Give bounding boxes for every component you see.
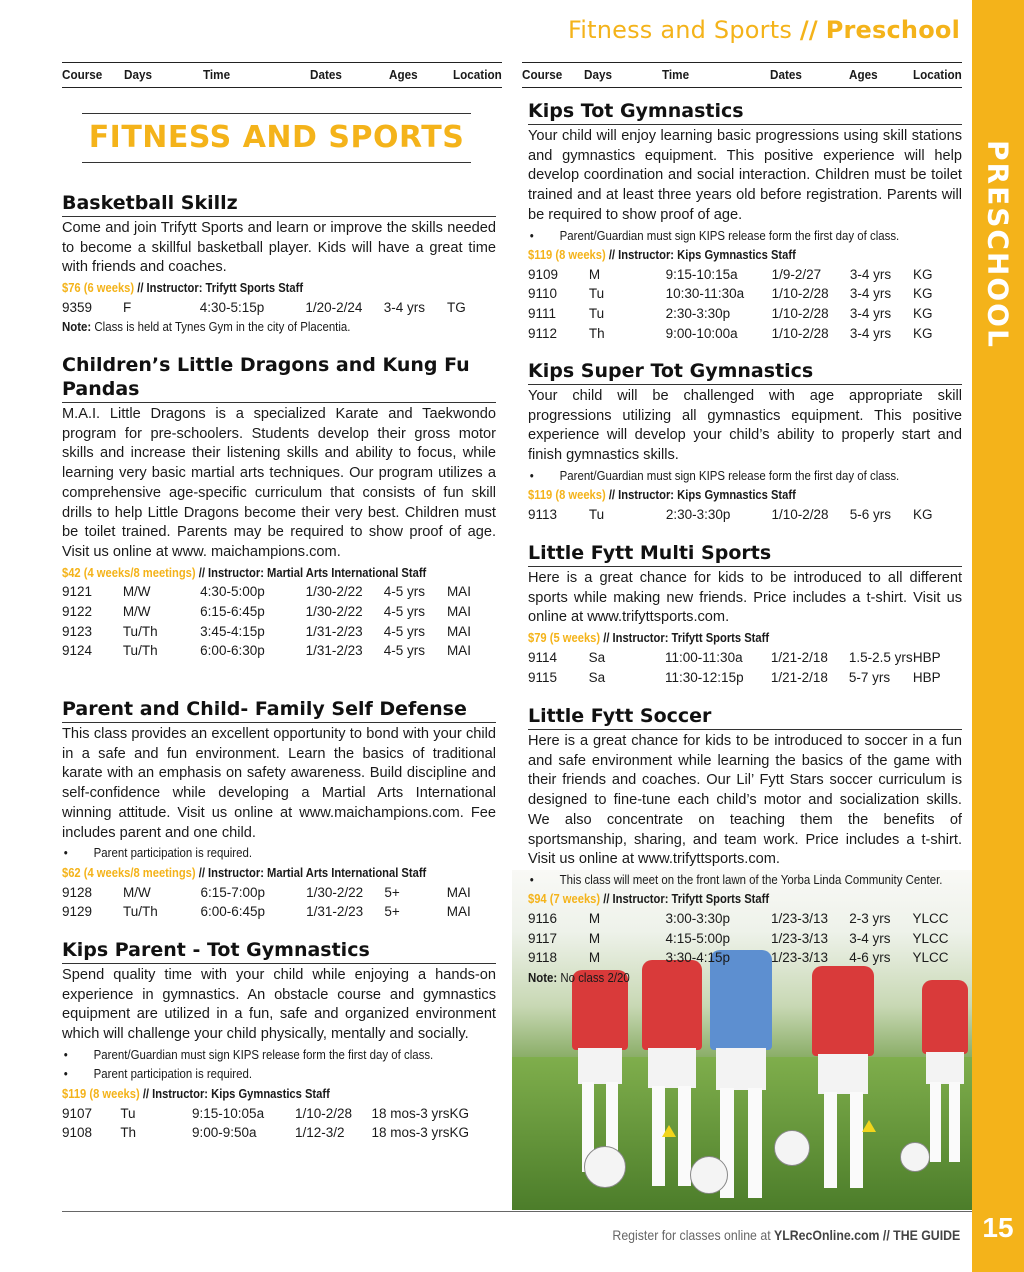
bullet-item: • Parent/Guardian must sign KIPS release form the first day of class. bbox=[62, 1045, 525, 1065]
bullet-item: • This class will meet on the front lawn of the Yorba Linda Community Center. bbox=[528, 870, 991, 890]
table-cell: MAI bbox=[446, 904, 471, 920]
table-cell: 9128 bbox=[62, 884, 93, 900]
table-cell: 1/31-2/23 bbox=[305, 623, 363, 639]
table-cell: MAI bbox=[446, 584, 471, 600]
course-description: Your child will enjoy learning basic progressions using skill stations and gymnastics equipment. This positive experience will help develop coordination and social interaction. Children must be toilet trained and at least three years old before registration. Parents will be required to show proof of age. bbox=[528, 128, 962, 223]
table-cell: 5-6 yrs bbox=[849, 507, 891, 523]
section-table bbox=[528, 909, 962, 968]
footer-text: Register for classes online at bbox=[612, 1227, 774, 1243]
course-title: Little Fytt Soccer bbox=[528, 704, 962, 730]
table-row bbox=[528, 505, 962, 525]
table-cell: M bbox=[588, 266, 601, 282]
header-separator: // bbox=[799, 16, 818, 44]
footer-rule bbox=[62, 1211, 972, 1212]
table-cell: 1/10-2/28 bbox=[771, 507, 829, 523]
table-row bbox=[528, 929, 962, 949]
table-cell: KG bbox=[449, 1125, 469, 1141]
course-fee bbox=[62, 563, 435, 583]
table-row bbox=[62, 882, 496, 902]
course-basketball-skillz bbox=[62, 191, 496, 337]
course-title: Kips Super Tot Gymnastics bbox=[528, 359, 962, 385]
table-cell: 3:00-3:30p bbox=[665, 911, 731, 927]
column-header-right bbox=[522, 62, 962, 88]
fee-price: $62 (4 weeks/8 meetings) bbox=[62, 864, 196, 880]
col-time: Time bbox=[662, 67, 690, 82]
footer-site-link[interactable]: YLRecOnline.com bbox=[773, 1227, 880, 1243]
bullet-item: • Parent participation is required. bbox=[62, 1064, 525, 1084]
table-cell: YLCC bbox=[912, 930, 949, 946]
table-cell: KG bbox=[913, 266, 933, 282]
fee-price: $119 (8 weeks) bbox=[528, 487, 606, 503]
table-cell: 3-4 yrs bbox=[383, 299, 425, 315]
table-cell: 4-6 yrs bbox=[849, 950, 891, 966]
table-cell: 9:00-9:50a bbox=[192, 1125, 257, 1141]
course-title: Parent and Child- Family Self Defense bbox=[62, 697, 496, 723]
table-cell: M bbox=[588, 950, 601, 966]
table-cell: 3:45-4:15p bbox=[200, 623, 265, 639]
table-cell: 5+ bbox=[384, 904, 400, 920]
table-cell: 9121 bbox=[62, 584, 93, 600]
table-row bbox=[528, 667, 962, 687]
course-bullets bbox=[528, 870, 962, 890]
table-cell: 9129 bbox=[62, 904, 93, 920]
table-cell: 9109 bbox=[528, 266, 559, 282]
table-cell: 18 mos-3 yrs bbox=[371, 1125, 450, 1141]
course-little-fytt-soccer bbox=[528, 704, 962, 987]
sidebar-label: PRESCHOOL bbox=[981, 140, 1015, 349]
fee-instructor: // Instructor: Kips Gymnastics Staff bbox=[139, 1085, 330, 1101]
course-bullets bbox=[62, 843, 496, 863]
table-row bbox=[528, 648, 962, 668]
table-cell: KG bbox=[913, 325, 933, 341]
table-cell: Tu bbox=[120, 1105, 136, 1121]
col-ages: Ages bbox=[849, 67, 878, 82]
fee-instructor: // Instructor: Kips Gymnastics Staff bbox=[605, 247, 796, 263]
course-note bbox=[528, 968, 910, 988]
table-cell: 4-5 yrs bbox=[383, 604, 426, 620]
table-cell: 9112 bbox=[528, 325, 558, 341]
table-cell: 1/12-3/2 bbox=[294, 1125, 345, 1141]
table-cell: 2:30-3:30p bbox=[665, 306, 731, 321]
table-cell: M bbox=[588, 930, 601, 946]
table-cell: 3-4 yrs bbox=[849, 266, 892, 282]
table-cell: 11:00-11:30a bbox=[665, 649, 743, 665]
table-cell: 5-7 yrs bbox=[848, 669, 891, 685]
table-row bbox=[62, 1103, 496, 1123]
table-cell: TG bbox=[446, 299, 466, 315]
table-cell: KG bbox=[449, 1105, 469, 1121]
footer bbox=[612, 1227, 960, 1243]
section-table bbox=[528, 265, 962, 343]
fee-price: $119 (8 weeks) bbox=[62, 1085, 140, 1101]
table-cell: MAI bbox=[446, 604, 471, 620]
note-text: No class 2/20 bbox=[557, 969, 630, 985]
table-row bbox=[62, 621, 496, 641]
col-dates: Dates bbox=[770, 67, 802, 82]
training-cone bbox=[662, 1125, 676, 1137]
col-location: Location bbox=[913, 67, 962, 82]
table-row bbox=[62, 582, 496, 602]
table-cell: 3-4 yrs bbox=[849, 306, 892, 321]
table-cell: 18 mos-3 yrs bbox=[371, 1105, 450, 1121]
col-time: Time bbox=[203, 67, 231, 82]
course-bullets bbox=[62, 1045, 496, 1084]
table-cell: 6:15-7:00p bbox=[200, 884, 266, 900]
table-cell: 9111 bbox=[528, 306, 557, 321]
table-cell: HBP bbox=[912, 649, 941, 665]
table-row bbox=[528, 265, 962, 285]
fee-price: $76 (6 weeks) bbox=[62, 280, 135, 296]
table-cell: M/W bbox=[122, 884, 151, 900]
table-cell: 9110 bbox=[528, 286, 558, 302]
course-description: Here is a great chance for kids to be introduced to soccer in a fun and safe environment while learning the basics of the game with their friends and coaches. Our Lil’ Fytt Stars soccer curriculum is designed to fine-tune each child’s motor and socialization skills. We also concentrate on teaching them the benefits of sportsmanship, sharing, and team work. Price includes a t-shirt. Visit us online at www.trifyttsports.com. bbox=[528, 733, 962, 868]
col-days: Days bbox=[124, 67, 152, 82]
course-fee bbox=[62, 863, 435, 883]
table-cell: 1/30-2/22 bbox=[305, 584, 363, 600]
section-table bbox=[62, 298, 496, 318]
section-banner: FITNESS AND SPORTS bbox=[82, 113, 471, 163]
table-cell: 9113 bbox=[528, 507, 558, 523]
page-header bbox=[568, 16, 960, 44]
col-dates: Dates bbox=[310, 67, 342, 82]
fee-instructor: // Instructor: Trifytt Sports Staff bbox=[134, 280, 304, 296]
col-ages: Ages bbox=[389, 67, 418, 82]
table-cell: 1/23-3/13 bbox=[771, 930, 829, 946]
table-cell: MAI bbox=[446, 643, 471, 659]
bullet-item: • Parent/Guardian must sign KIPS release form the first day of class. bbox=[528, 226, 991, 246]
course-fee bbox=[528, 628, 901, 648]
fee-instructor: // Instructor: Trifytt Sports Staff bbox=[600, 891, 770, 907]
fee-price: $94 (7 weeks) bbox=[528, 891, 601, 907]
col-location: Location bbox=[453, 67, 502, 82]
table-row bbox=[62, 298, 496, 318]
table-cell: 1/31-2/23 bbox=[306, 904, 364, 920]
table-cell: 9:00-10:00a bbox=[665, 325, 738, 341]
table-cell: 4:30-5:15p bbox=[199, 299, 265, 315]
table-cell: 11:30-12:15p bbox=[665, 669, 744, 685]
table-cell: 9107 bbox=[62, 1105, 93, 1121]
table-cell: Tu/Th bbox=[122, 643, 158, 659]
course-description: Here is a great chance for kids to be introduced to all different sports while making new friends. Price includes a t-shirt. Visit us online at www.trifyttsports.com. bbox=[528, 570, 962, 626]
note-label: Note: bbox=[528, 969, 558, 985]
table-cell: YLCC bbox=[912, 950, 949, 966]
course-little-fytt-multi bbox=[528, 541, 962, 687]
table-cell: 9115 bbox=[528, 669, 558, 685]
table-cell: 4-5 yrs bbox=[383, 584, 426, 600]
course-kips-tot bbox=[528, 99, 962, 343]
table-cell: M bbox=[588, 911, 601, 927]
section-table bbox=[62, 882, 496, 921]
course-description: Spend quality time with your child while enjoying a hands-on experience in gymnastics. An obstacle course and gymnastics equipment are utilized in a fun, safe and organized environment which will challenge your child physically, mentally and socially. bbox=[62, 967, 496, 1043]
col-course: Course bbox=[522, 67, 563, 82]
note-label: Note: bbox=[62, 319, 92, 335]
col-course: Course bbox=[62, 67, 103, 82]
fee-price: $119 (8 weeks) bbox=[528, 247, 606, 263]
table-cell: Sa bbox=[588, 649, 606, 665]
course-family-self-defense bbox=[62, 697, 496, 921]
table-cell: Tu/Th bbox=[122, 623, 158, 639]
table-row bbox=[528, 304, 962, 324]
course-fee bbox=[62, 1084, 435, 1104]
footer-sep: // bbox=[879, 1227, 893, 1243]
course-title: Children’s Little Dragons and Kung Fu Pandas bbox=[62, 353, 496, 403]
table-cell: 9359 bbox=[62, 299, 93, 315]
col-days: Days bbox=[584, 67, 612, 82]
course-title: Kips Parent - Tot Gymnastics bbox=[62, 938, 496, 964]
table-cell: 4-5 yrs bbox=[383, 643, 426, 659]
course-fee bbox=[528, 245, 901, 265]
header-title: Fitness and Sports bbox=[567, 16, 793, 44]
table-cell: 2-3 yrs bbox=[849, 911, 891, 927]
table-cell: 6:00-6:45p bbox=[200, 904, 266, 920]
table-cell: 1/20-2/24 bbox=[305, 299, 363, 315]
table-cell: 1.5-2.5 yrs bbox=[848, 649, 913, 665]
footer-guide: THE GUIDE bbox=[892, 1227, 960, 1243]
table-cell: 4:30-5:00p bbox=[200, 584, 265, 600]
table-cell: Th bbox=[120, 1125, 137, 1141]
table-cell: Sa bbox=[588, 669, 606, 685]
course-little-dragons bbox=[62, 353, 496, 661]
table-cell: 10:30-11:30a bbox=[665, 286, 745, 302]
table-cell: 9122 bbox=[62, 604, 93, 620]
training-cone bbox=[862, 1120, 876, 1132]
table-cell: 9116 bbox=[528, 911, 558, 927]
course-bullets bbox=[528, 226, 962, 246]
course-kips-parent-tot bbox=[62, 938, 496, 1143]
table-cell: 3-4 yrs bbox=[849, 930, 891, 946]
table-cell: Tu bbox=[588, 306, 605, 321]
course-kips-super-tot bbox=[528, 359, 962, 524]
table-cell: 1/10-2/28 bbox=[771, 325, 829, 341]
table-cell: 6:00-6:30p bbox=[200, 643, 265, 659]
table-cell: KG bbox=[913, 286, 933, 302]
table-cell: KG bbox=[912, 507, 933, 523]
table-cell: 4-5 yrs bbox=[383, 623, 426, 639]
note-text: Class is held at Tynes Gym in the city of Placentia. bbox=[91, 319, 351, 335]
table-cell: 1/10-2/28 bbox=[771, 306, 829, 321]
section-table bbox=[528, 648, 962, 687]
table-cell: 1/23-3/13 bbox=[771, 911, 829, 927]
table-cell: MAI bbox=[446, 623, 471, 639]
table-cell: 1/21-2/18 bbox=[770, 649, 828, 665]
course-title: Basketball Skillz bbox=[62, 191, 496, 217]
table-cell: Tu bbox=[588, 507, 605, 523]
fee-price: $42 (4 weeks/8 meetings) bbox=[62, 564, 196, 580]
bullet-item: • Parent/Guardian must sign KIPS release form the first day of class. bbox=[528, 466, 991, 486]
table-row bbox=[62, 1123, 496, 1143]
table-cell: 9:15-10:05a bbox=[192, 1105, 265, 1121]
table-cell: 4:15-5:00p bbox=[665, 930, 731, 946]
table-row bbox=[62, 602, 496, 622]
fee-price: $79 (5 weeks) bbox=[528, 630, 601, 646]
table-cell: 1/10-2/28 bbox=[771, 286, 829, 302]
table-cell: 1/23-3/13 bbox=[771, 950, 829, 966]
table-cell: 1/30-2/22 bbox=[306, 884, 364, 900]
header-section: Preschool bbox=[825, 16, 960, 44]
table-cell: 3-4 yrs bbox=[849, 325, 892, 341]
table-cell: Tu bbox=[588, 286, 605, 302]
table-cell: YLCC bbox=[912, 911, 949, 927]
table-row bbox=[528, 284, 962, 304]
table-cell: Th bbox=[588, 325, 605, 341]
table-cell: 9118 bbox=[528, 950, 558, 966]
section-table bbox=[62, 582, 496, 660]
page-number: 15 bbox=[982, 1212, 1014, 1243]
table-cell: 5+ bbox=[384, 884, 400, 900]
course-bullets bbox=[528, 466, 962, 486]
bullet-item: • Parent participation is required. bbox=[62, 843, 525, 863]
table-cell: 6:15-6:45p bbox=[200, 604, 265, 620]
table-cell: 9124 bbox=[62, 643, 93, 659]
table-cell: Tu/Th bbox=[122, 904, 158, 920]
soccer-ball bbox=[900, 1142, 930, 1172]
table-cell: 2:30-3:30p bbox=[665, 507, 731, 523]
fee-instructor: // Instructor: Martial Arts International Staff bbox=[195, 564, 427, 580]
soccer-ball bbox=[690, 1156, 728, 1194]
table-cell: 3:30-4:15p bbox=[665, 950, 731, 966]
table-cell: 1/31-2/23 bbox=[305, 643, 363, 659]
course-description: Come and join Trifytt Sports and learn or improve the skills needed to become a skillful basketball player. Kids will have a great time with friends and coaches. bbox=[62, 220, 496, 276]
sidebar-label-wrap bbox=[972, 140, 1024, 360]
table-cell: 9114 bbox=[528, 649, 558, 665]
table-cell: 3-4 yrs bbox=[849, 286, 892, 302]
table-cell: 1/30-2/22 bbox=[305, 604, 363, 620]
table-cell: 1/9-2/27 bbox=[771, 266, 822, 282]
table-cell: 9108 bbox=[62, 1125, 93, 1141]
table-row bbox=[62, 902, 496, 922]
course-fee bbox=[62, 278, 435, 298]
table-cell: M/W bbox=[122, 604, 151, 620]
course-title: Kips Tot Gymnastics bbox=[528, 99, 962, 125]
soccer-ball bbox=[774, 1130, 810, 1166]
table-row bbox=[62, 641, 496, 661]
table-cell: M/W bbox=[122, 584, 151, 600]
table-row bbox=[528, 323, 962, 343]
table-cell: MAI bbox=[446, 884, 471, 900]
course-description: M.A.I. Little Dragons is a specialized Karate and Taekwondo program for pre-schoolers. Students develop their gross motor skills and increase their listening skills and ability to focus, while learning very basic martial arts techniques. Our program utilizes a comprehensive age-specific curriculum that consists of fun skill drills to help Little Dragons become their very best. Children must be toilet trained. Parents may be required to show proof of age. Visit us online at www. maichampions.com. bbox=[62, 406, 496, 560]
course-fee bbox=[528, 485, 901, 505]
course-note bbox=[62, 317, 444, 337]
table-row bbox=[528, 948, 962, 968]
table-cell: 1/21-2/18 bbox=[770, 669, 828, 685]
course-fee bbox=[528, 889, 901, 909]
column-header-left bbox=[62, 62, 502, 88]
table-cell: 9:15-10:15a bbox=[665, 266, 738, 282]
table-cell: 9117 bbox=[528, 930, 558, 946]
section-table bbox=[528, 505, 962, 525]
course-title: Little Fytt Multi Sports bbox=[528, 541, 962, 567]
course-description: Your child will be challenged with age appropriate skill progressions utilizing all gymnastics equipment. This positive experience will develop your child’s ability to properly start and finish gymnastics skills. bbox=[528, 388, 962, 464]
course-description: This class provides an excellent opportunity to bond with your child in a safe and fun environment. Learn the basics of traditional karate with an emphasis on safety awareness. Build discipline and self-confidence while developing a Martial Arts International winning attitude. Visit us online at www.maichampions.com. Fee includes parent and one child. bbox=[62, 726, 496, 841]
table-cell: KG bbox=[913, 306, 933, 321]
table-cell: 9123 bbox=[62, 623, 93, 639]
fee-instructor: // Instructor: Trifytt Sports Staff bbox=[600, 630, 770, 646]
section-table bbox=[62, 1103, 496, 1142]
table-cell: HBP bbox=[912, 669, 941, 685]
soccer-ball bbox=[584, 1146, 626, 1188]
table-row bbox=[528, 909, 962, 929]
fee-instructor: // Instructor: Martial Arts International Staff bbox=[195, 864, 427, 880]
table-cell: F bbox=[122, 299, 132, 315]
fee-instructor: // Instructor: Kips Gymnastics Staff bbox=[605, 487, 796, 503]
table-cell: 1/10-2/28 bbox=[294, 1105, 353, 1121]
